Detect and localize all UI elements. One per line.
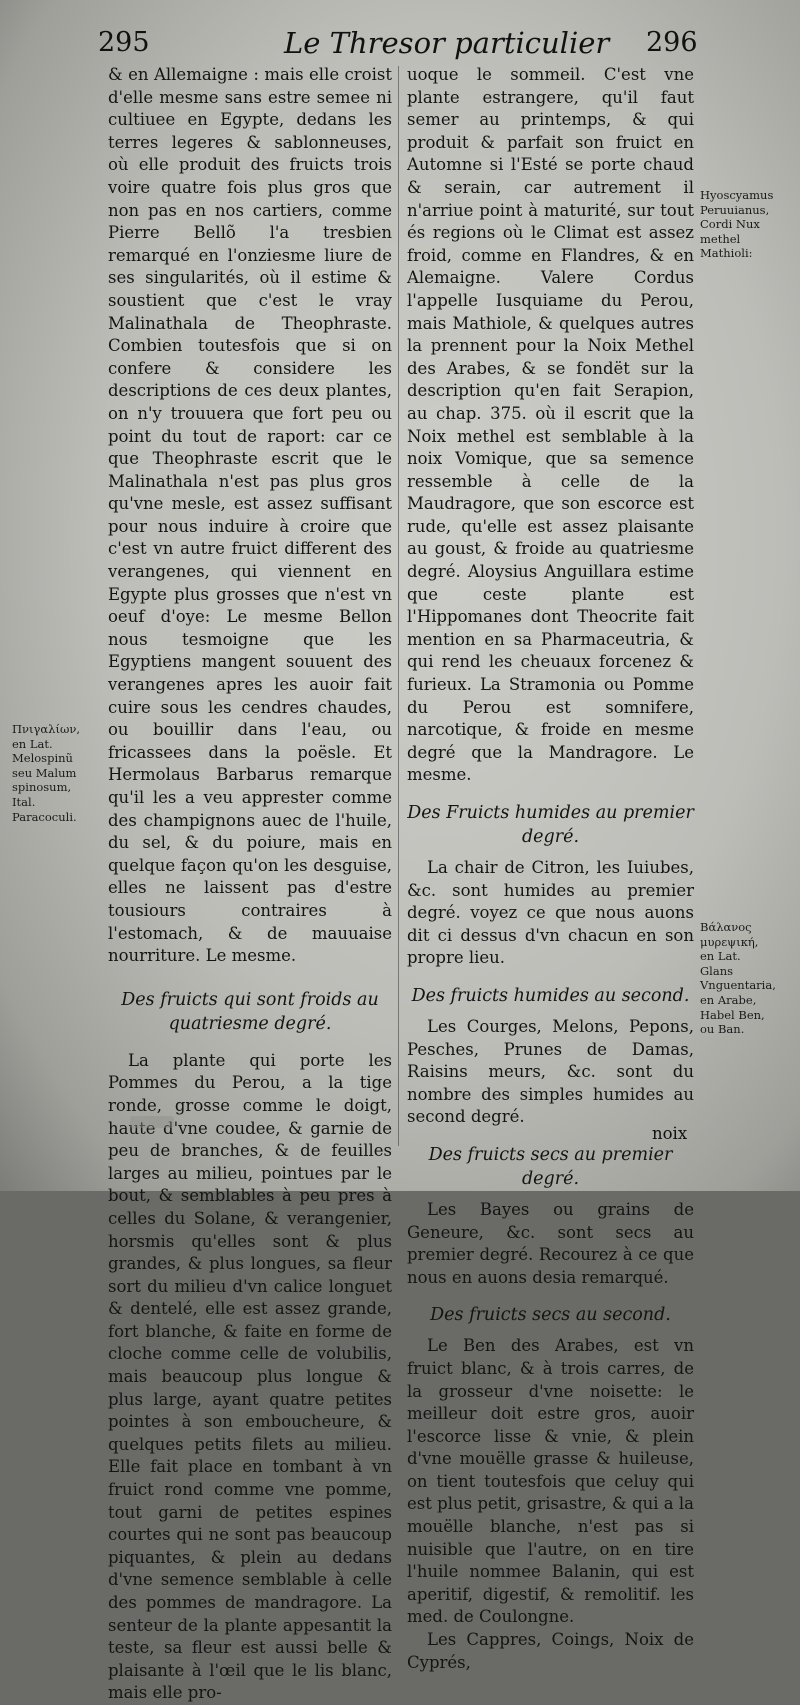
margin-note-hyoscyamus: Hyoscyamus Peruuianus, Cordi Nux methel Mathioli:	[700, 188, 774, 261]
margin-note-melospinum: Πνιγαλίων, en Lat. Melospinũ seu Malum spinosum, Ital. Paracoculi.	[12, 722, 80, 824]
right-heading-dry-second: Des fruicts secs au second.	[430, 1305, 671, 1326]
running-title: Le Thresor particulier	[284, 26, 610, 60]
left-column	[108, 64, 392, 1705]
right-paragraph-4: Les Bayes ou grains de Geneure, &c. sont secs au premier degré. Recourez à ce que nous en auons desia remarqué.	[407, 1199, 694, 1287]
right-heading-dry-first-degree: Des fruicts secs au premier degré.	[428, 1144, 673, 1189]
right-column	[407, 64, 694, 1674]
right-heading-humid-second: Des fruicts humides au second.	[411, 985, 690, 1006]
catchword: noix	[652, 1124, 688, 1143]
right-paragraph-6: Les Cappres, Coings, Noix de Cyprés,	[407, 1630, 694, 1672]
column-divider	[398, 66, 399, 1146]
right-heading-humid-first-degree: Des Fruicts humides au premier degré.	[407, 803, 694, 847]
left-heading-cold-fourth-degree: Des fruicts qui sont froids au quatriesme degré.	[121, 989, 379, 1034]
right-paragraph-2: La chair de Citron, les Iuiubes, &c. sont humides au premier degré. voyez ce que nous auons dit ci dessus d'vn chacun en son propre lieu.	[407, 858, 694, 968]
ink-smudge	[130, 1116, 174, 1128]
right-paragraph-3: Les Courges, Melons, Pepons, Pesches, Prunes de Damas, Raisins meurs, &c. sont du nombre des simples humides au second degré.	[407, 1016, 694, 1127]
page-number-right: 296	[646, 27, 698, 58]
left-paragraph-1: & en Allemaigne : mais elle croist d'elle mesme sans estre semee ni cultiuee en Egypte, dedans les terres legeres & sablonneuses, où elle produit des fruicts trois voire quatre fois plus gros que non pas en nos cartiers, comme Pierre Bellõ l'a tresbien remarqué en l'onziesme liure de ses singularités, où il estime & soustient que c'est le vray Malinathala de Theophraste. Combien toutesfois que si on confere & considere les descriptions de ces deux plantes, on n'y trouuera que fort peu ou point du tout de raport: car ce que Theophraste escrit que le Malinathala n'est pas plus gros qu'vne mesle, est assez suffisant pour nous induire à croire que c'est vn autre fruict different des verangenes, qui viennent en Egypte plus grosses que n'est vn oeuf d'oye: Le mesme Bellon nous tesmoigne que les Egyptiens mangent souuent des verangenes apres les auoir fait cuire sous les cendres chaudes, ou bouillir dans l'eau, ou fricassees dans la poësle. Et Hermolaus Barbarus remarque qu'il les a veu apprester comme des champignons auec de l'huile, du sel, & du poiure, mais en quelque façon qu'on les desguise, elles ne laissent pas d'estre tousiours contraires à l'estomach, & de mauuaise nourriture. Le mesme.	[108, 65, 392, 966]
page-number-left: 295	[98, 27, 150, 58]
right-paragraph-5: Le Ben des Arabes, est vn fruict blanc, & à trois carres, de la grosseur d'vne noisette: le meilleur doit estre gros, auoir l'escorce lisse & vnie, & plein d'vne mouëlle grasse & huileuse, on tient toutesfois que celuy qui est plus petit, grisastre, & qui a la mouëlle blanche, n'est pas si nuisible que l'autre, on en tire l'huile nommee Balanin, qui est aperitif, digestif, & remolitif. les med. de Coulongne.	[407, 1336, 694, 1627]
margin-note-glans-unguentaria: Βάλανος μυρεψική, en Lat. Glans Vnguentaria, en Arabe, Habel Ben, ou Ban.	[700, 920, 776, 1037]
left-paragraph-2: La plante qui porte les Pommes du Perou, a la tige ronde, grosse comme le doigt, haute d'vne coudee, & garnie de peu de branches, & de feuilles larges au milieu, pointues par le bout, & semblables à peu pres à celles du Solane, & verangenier, horsmis qu'elles sont & plus grandes, & plus longues, sa fleur sort du milieu d'vn calice longuet & dentelé, elle est assez grande, fort blanche, & faite en forme de cloche comme celle de volubilis, mais beaucoup plus longue & plus large, ayant quatre petites pointes à son emboucheure, & quelques petits filets au milieu. Elle fait place en tombant à vn fruict rond comme vne pomme, tout garni de petites espines courtes qui ne sont pas beaucoup piquantes, & plein au dedans d'vne semence semblable à celle des pommes de mandragore. La senteur de la plante appesantit la teste, sa fleur est aussi belle & plaisante à l'œil que le lis blanc, mais elle pro-	[108, 1050, 392, 1703]
right-paragraph-1: uoque le sommeil. C'est vne plante estrangere, qu'il faut semer au printemps, & qui produit & parfait son fruict en Automne si l'Esté se porte chaud & serain, car autrement il n'arriue point à maturité, sur tout és regions où le Climat est assez froid, comme en Flandres, & en Alemaigne. Valere Cordus l'appelle Iusquiame du Perou, mais Mathiole, & quelques autres la prennent pour la Noix Methel des Arabes, & se fondët sur la description qu'en fait Serapion, au chap. 375. où il escrit que la Noix methel est semblable à la noix Vomique, que sa semence ressemble à celle de la Maudragore, que son escorce est rude, qu'elle est assez plaisante au goust, & froide au quatriesme degré. Aloysius Anguillara estime que ceste plante est l'Hippomanes dont Theocrite fait mention en sa Pharmaceutria, & qui rend les cheuaux forcenez & furieux. La Stramonia ou Pomme du Perou est somnifere, narcotique, & froide en mesme degré que la Mandragore. Le mesme.	[407, 65, 694, 785]
